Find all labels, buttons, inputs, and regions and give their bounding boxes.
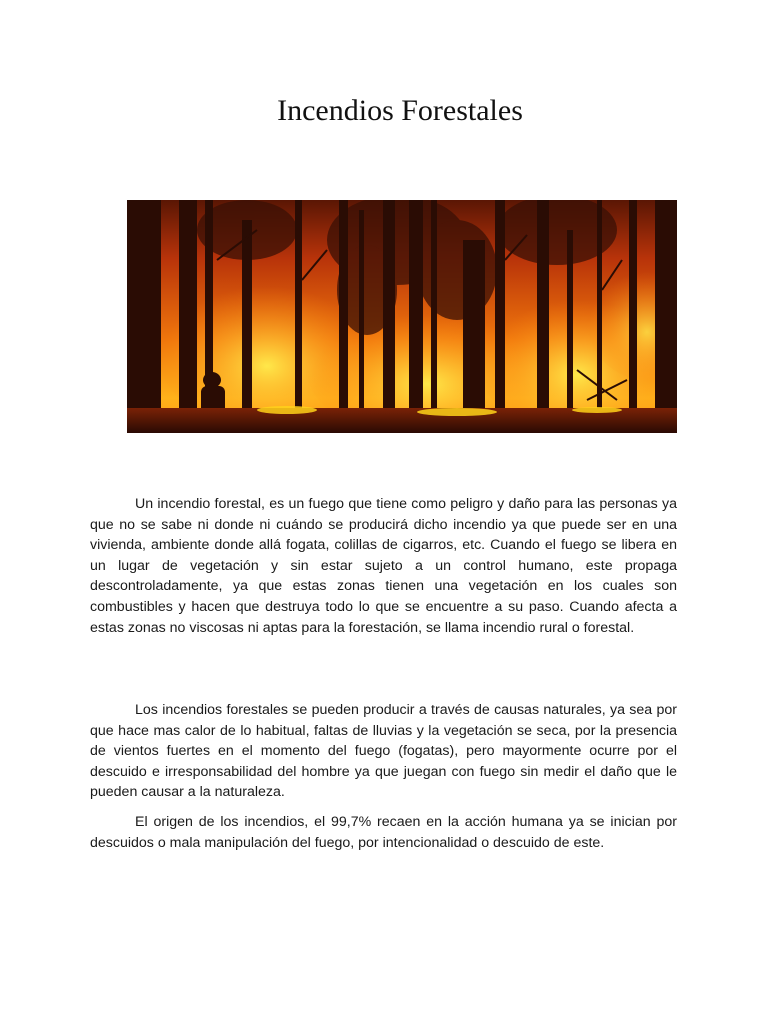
forest-fire-image (127, 200, 677, 433)
paragraph-2: Los incendios forestales se pueden producir a través de causas naturales, ya sea por que hace mas calor de lo habitual, faltas de lluvias y la vegetación se seca, por la presencia de vientos fuertes en el momento del fuego (fogatas), pero mayormente ocurre por el descuido e irresponsabilidad del hombre ya que juegan con fuego sin medir el daño que le pueden causar a la naturaleza. (90, 702, 677, 801)
paragraph-1: Un incendio forestal, es un fuego que tiene como peligro y daño para las personas ya que no se sabe ni donde ni cuándo se producirá dicho incendio ya que puede ser en una vivienda, ambiente donde allá fogata, colillas de cigarros, etc. Cuando el fuego se libera en un lugar de vegetación y sin estar sujeto a un control humano, este propaga descontroladamente, ya que estas zonas tienen una vegetación en los cuales son combustibles y hacen que destruya todo lo que se encuentre a su paso. Cuando afecta a estas zonas no viscosas ni aptas para la forestación, se llama incendio rural o forestal. (90, 496, 677, 636)
paragraph-3: El origen de los incendios, el 99,7% recaen en la acción humana ya se inician por descuidos o mala manipulación del fuego, por intencionalidad o descuido de este. (90, 814, 677, 851)
document-title: Incendios Forestales (277, 94, 523, 127)
forest-fire-illustration (127, 200, 677, 433)
